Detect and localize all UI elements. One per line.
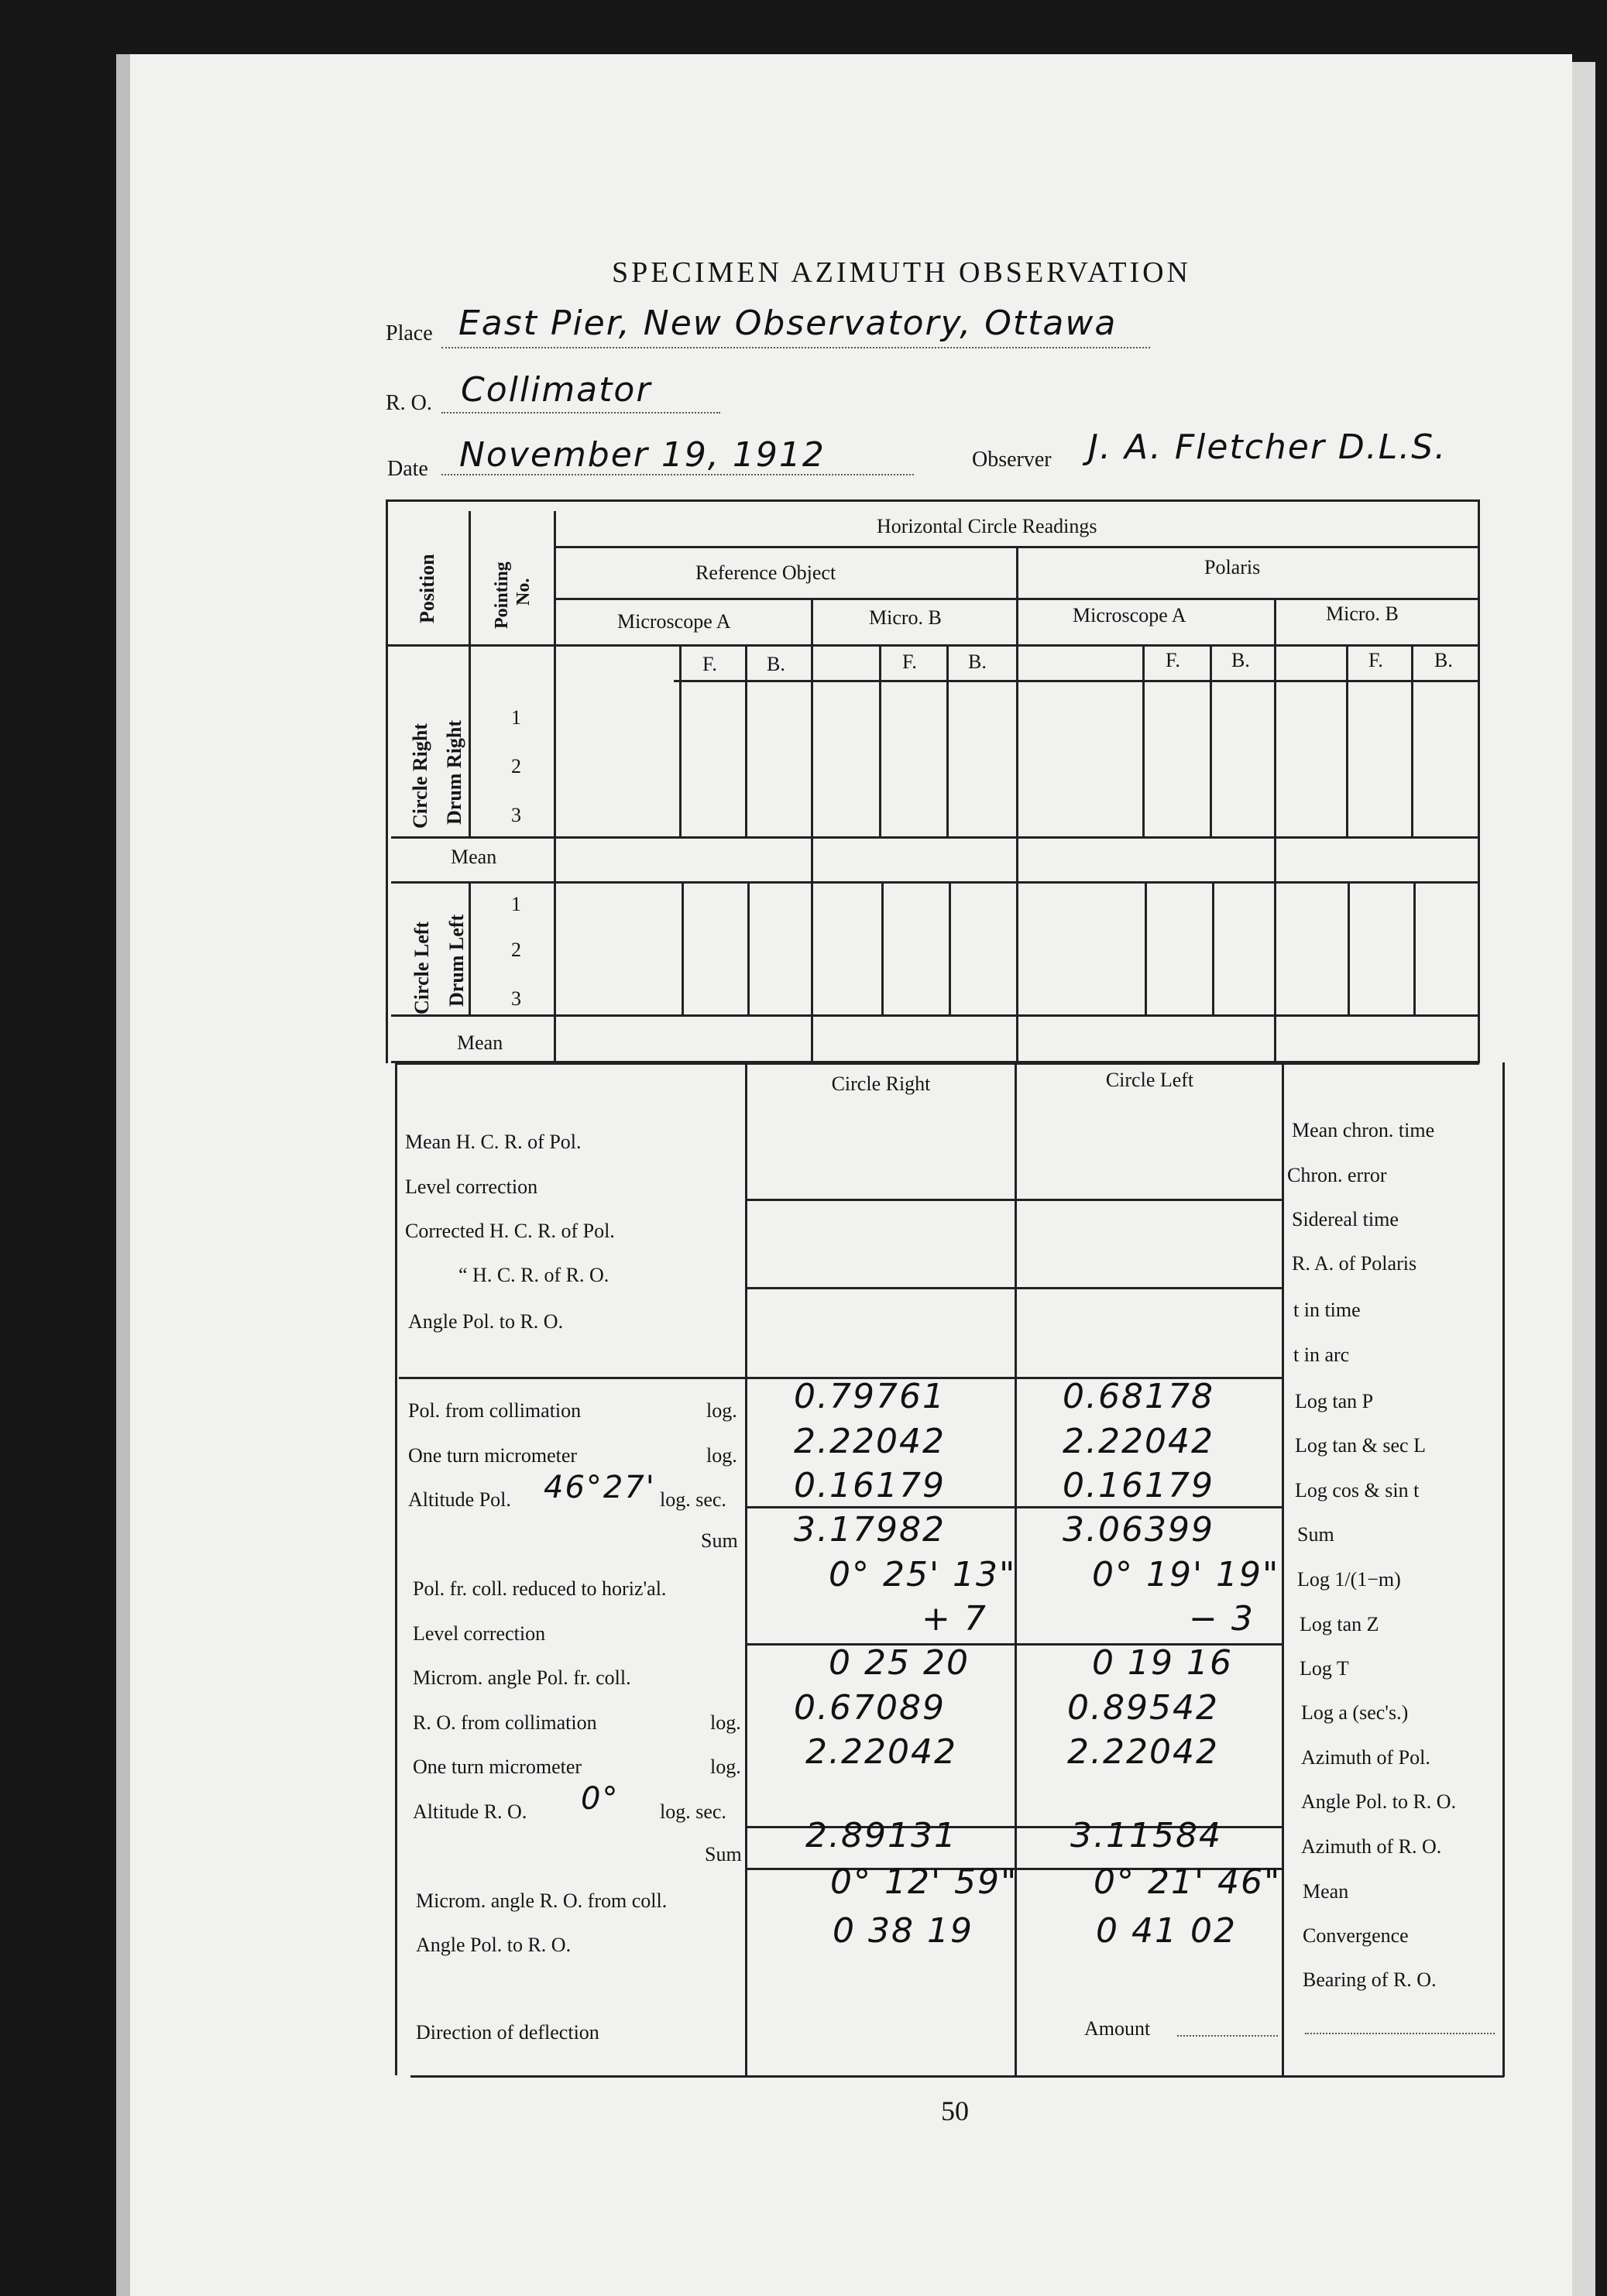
- label-hcr-ro: “ H. C. R. of R. O.: [458, 1264, 609, 1286]
- label-angle-pol-ro-2: Angle Pol. to R. O.: [416, 1934, 572, 1956]
- label-log-4: log.: [710, 1755, 741, 1778]
- rule: [946, 644, 949, 836]
- cl-sum-1: 3.06399: [1063, 1510, 1214, 1550]
- cr-ro-from-collimation: 0.67089: [794, 1688, 946, 1728]
- circle-right-label: Circle Right: [409, 723, 431, 829]
- label-one-turn-micrometer-1: One turn micrometer: [408, 1444, 578, 1467]
- ro-micro-b-header: Micro. B: [869, 606, 942, 629]
- position-header: Position: [416, 554, 438, 623]
- rule: [949, 881, 951, 1014]
- label-sum-1: Sum: [701, 1529, 738, 1552]
- label-t-in-arc: t in arc: [1293, 1344, 1350, 1366]
- label-log-a: Log a (sec's.): [1301, 1701, 1409, 1724]
- label-pol-from-collimation: Pol. from collimation: [408, 1399, 582, 1422]
- label-microm-angle-ro: Microm. angle R. O. from coll.: [416, 1889, 668, 1912]
- rule: [747, 1506, 1282, 1508]
- cr-pointing-1: 1: [511, 706, 521, 729]
- cl-mean-label: Mean: [457, 1031, 503, 1054]
- label-log-3: log.: [710, 1711, 741, 1734]
- rule: [554, 511, 556, 1063]
- cl-level-correction: − 3: [1189, 1599, 1255, 1639]
- page-fold-shadow: [116, 54, 130, 2296]
- rule: [1346, 644, 1348, 836]
- label-t-in-time: t in time: [1293, 1299, 1361, 1321]
- label-log-1: log.: [706, 1399, 737, 1422]
- label-azimuth-of-pol: Azimuth of Pol.: [1301, 1746, 1430, 1769]
- comp-border-bottom: [410, 2075, 1504, 2078]
- rule: [811, 598, 813, 1063]
- rule: [1142, 644, 1145, 836]
- label-level-correction-2: Level correction: [413, 1622, 546, 1645]
- polaris-header: Polaris: [1204, 556, 1261, 578]
- rule: [1212, 881, 1214, 1014]
- pol-a-b-header: B.: [1231, 649, 1250, 671]
- label-convergence: Convergence: [1303, 1924, 1409, 1947]
- ro-b-f-header: F.: [902, 650, 917, 673]
- circle-left-label: Circle Left: [410, 921, 433, 1014]
- label-log-1-over-1-m: Log 1/(1−m): [1297, 1568, 1401, 1591]
- table-border-top: [386, 499, 1479, 502]
- comp-border-right: [1502, 1062, 1505, 2077]
- cl-reduced-to-horizontal: 0° 19' 19": [1092, 1555, 1280, 1594]
- rule: [881, 881, 884, 1014]
- cl-sum-2: 3.11584: [1070, 1816, 1222, 1855]
- rule: [745, 1065, 747, 2075]
- label-altitude-pol: Altitude Pol.: [408, 1488, 511, 1511]
- amount-underline: [1177, 2035, 1278, 2037]
- label-log-2: log.: [706, 1444, 737, 1467]
- rule: [386, 644, 1479, 647]
- observer-value: J. A. Fletcher D.L.S.: [1088, 427, 1447, 467]
- rule: [682, 881, 684, 1014]
- rule: [1210, 644, 1212, 836]
- cl-pol-from-collimation: 0.68178: [1063, 1377, 1214, 1416]
- label-altitude-ro: Altitude R. O.: [413, 1800, 527, 1823]
- rule: [747, 881, 750, 1014]
- rule: [745, 644, 747, 836]
- rule: [879, 644, 881, 836]
- rule: [679, 644, 682, 836]
- label-mean-chron-time: Mean chron. time: [1292, 1119, 1435, 1141]
- label-angle-pol-to-ro-right: Angle Pol. to R. O.: [1301, 1790, 1457, 1813]
- ro-b-b-header: B.: [968, 650, 987, 673]
- pointing-header-2: No.: [513, 578, 534, 606]
- place-value: East Pier, New Observatory, Ottawa: [458, 304, 1118, 343]
- document-title: SPECIMEN AZIMUTH OBSERVATION: [612, 256, 1191, 289]
- cl-one-turn-micrometer-1: 2.22042: [1063, 1422, 1214, 1461]
- label-chron-error: Chron. error: [1287, 1164, 1387, 1186]
- cr-microm-angle-ro: 0° 12' 59": [830, 1862, 1018, 1902]
- comp-border-top: [395, 1062, 1479, 1065]
- label-log-tan-z: Log tan Z: [1300, 1613, 1379, 1635]
- rule: [1411, 644, 1413, 836]
- label-angle-pol-ro-1: Angle Pol. to R. O.: [408, 1310, 564, 1333]
- cl-microm-angle-pol: 0 19 16: [1092, 1643, 1233, 1683]
- date-label: Date: [387, 457, 428, 481]
- pol-micro-b-header: Micro. B: [1326, 602, 1399, 625]
- cl-altitude-pol-log-sec: 0.16179: [1063, 1466, 1214, 1505]
- cr-microm-angle-pol: 0 25 20: [829, 1643, 970, 1683]
- cr-mean-label: Mean: [451, 846, 497, 868]
- pol-b-f-header: F.: [1368, 649, 1383, 671]
- table-border-left: [386, 499, 388, 1063]
- cr-angle-pol-ro: 0 38 19: [833, 1911, 973, 1951]
- comp-circle-left-header: Circle Left: [1105, 1069, 1194, 1091]
- altitude-ro-value: 0°: [581, 1781, 620, 1817]
- bearing-underline: [1305, 2033, 1495, 2034]
- label-sum-right: Sum: [1297, 1523, 1334, 1546]
- place-underline: [441, 347, 1150, 348]
- label-mean-hcr-pol: Mean H. C. R. of Pol.: [405, 1131, 582, 1153]
- label-ra-of-polaris: R. A. of Polaris: [1292, 1252, 1417, 1275]
- drum-right-label: Drum Right: [443, 719, 465, 825]
- cl-angle-pol-ro: 0 41 02: [1096, 1911, 1237, 1951]
- label-log-sec-1: log. sec.: [660, 1488, 726, 1511]
- ro-underline: [441, 412, 720, 414]
- drum-left-label: Drum Left: [445, 914, 468, 1007]
- altitude-pol-value: 46°27': [544, 1470, 656, 1505]
- rule: [469, 881, 471, 1014]
- label-log-tan-p: Log tan P: [1295, 1390, 1374, 1412]
- table-border-right: [1478, 499, 1480, 1063]
- amount-label: Amount: [1084, 2017, 1151, 2040]
- ro-value: Collimator: [461, 370, 652, 410]
- label-corrected-hcr-pol: Corrected H. C. R. of Pol.: [405, 1220, 615, 1242]
- ro-a-f-header: F.: [702, 653, 717, 675]
- ro-a-b-header: B.: [767, 653, 785, 675]
- date-underline: [441, 474, 914, 475]
- cr-one-turn-micrometer-1: 2.22042: [794, 1422, 946, 1461]
- label-log-sec-2: log. sec.: [660, 1800, 726, 1823]
- label-direction-of-deflection: Direction of deflection: [416, 2021, 599, 2044]
- cr-level-correction: + 7: [922, 1599, 987, 1639]
- rule: [1016, 546, 1018, 1063]
- observer-label: Observer: [972, 448, 1052, 472]
- label-one-turn-micrometer-2: One turn micrometer: [413, 1755, 582, 1778]
- label-azimuth-of-ro: Azimuth of R. O.: [1301, 1835, 1442, 1858]
- label-level-correction-1: Level correction: [405, 1175, 538, 1198]
- label-bearing-of-ro: Bearing of R. O.: [1303, 1968, 1437, 1991]
- rule: [747, 1287, 1282, 1289]
- label-sidereal-time: Sidereal time: [1292, 1208, 1399, 1230]
- cr-one-turn-micrometer-2: 2.22042: [805, 1732, 957, 1772]
- page-number: 50: [941, 2095, 969, 2126]
- cr-altitude-pol-log-sec: 0.16179: [794, 1466, 946, 1505]
- pol-microscope-a-header: Microscope A: [1073, 604, 1186, 626]
- cl-ro-from-collimation: 0.89542: [1067, 1688, 1219, 1728]
- cl-one-turn-micrometer-2: 2.22042: [1067, 1732, 1219, 1772]
- ro-label: R. O.: [386, 391, 432, 415]
- label-sum-2: Sum: [705, 1843, 742, 1865]
- cr-sum-2: 2.89131: [805, 1816, 957, 1855]
- ro-microscope-a-header: Microscope A: [617, 610, 731, 633]
- comp-border-left: [395, 1062, 397, 2075]
- cl-microm-angle-ro: 0° 21' 46": [1094, 1862, 1282, 1902]
- date-value: November 19, 1912: [459, 435, 826, 475]
- rule: [1282, 1065, 1284, 2075]
- label-mean-right: Mean: [1303, 1880, 1349, 1903]
- label-reduced-to-horizontal: Pol. fr. coll. reduced to horiz'al.: [413, 1577, 667, 1600]
- horizontal-circle-readings-header: Horizontal Circle Readings: [877, 515, 1097, 537]
- cr-pol-from-collimation: 0.79761: [794, 1377, 946, 1416]
- pointing-header-1: Pointing: [492, 561, 512, 629]
- cr-reduced-to-horizontal: 0° 25' 13": [829, 1555, 1017, 1594]
- place-label: Place: [386, 321, 433, 345]
- label-ro-from-collimation: R. O. from collimation: [413, 1711, 597, 1734]
- pol-b-b-header: B.: [1434, 649, 1453, 671]
- rule: [469, 511, 471, 836]
- label-log-tan-sec-l: Log tan & sec L: [1295, 1434, 1426, 1457]
- label-microm-angle-pol: Microm. angle Pol. fr. coll.: [413, 1666, 631, 1689]
- cr-pointing-2: 2: [511, 755, 521, 777]
- cr-sum-1: 3.17982: [794, 1510, 946, 1550]
- rule: [747, 1199, 1282, 1201]
- rule: [674, 680, 1479, 682]
- rule: [1274, 598, 1276, 1063]
- cl-pointing-1: 1: [511, 893, 521, 915]
- pol-a-f-header: F.: [1166, 649, 1180, 671]
- cl-pointing-3: 3: [511, 987, 521, 1010]
- reference-object-header: Reference Object: [695, 561, 836, 584]
- cl-pointing-2: 2: [511, 939, 521, 961]
- rule: [1348, 881, 1350, 1014]
- cr-pointing-3: 3: [511, 804, 521, 826]
- comp-circle-right-header: Circle Right: [831, 1072, 931, 1095]
- label-log-cos-sin-t: Log cos & sin t: [1295, 1479, 1420, 1501]
- rule: [1413, 881, 1416, 1014]
- page-edge: [1572, 62, 1595, 2296]
- label-log-t: Log T: [1300, 1657, 1349, 1680]
- rule: [1145, 881, 1147, 1014]
